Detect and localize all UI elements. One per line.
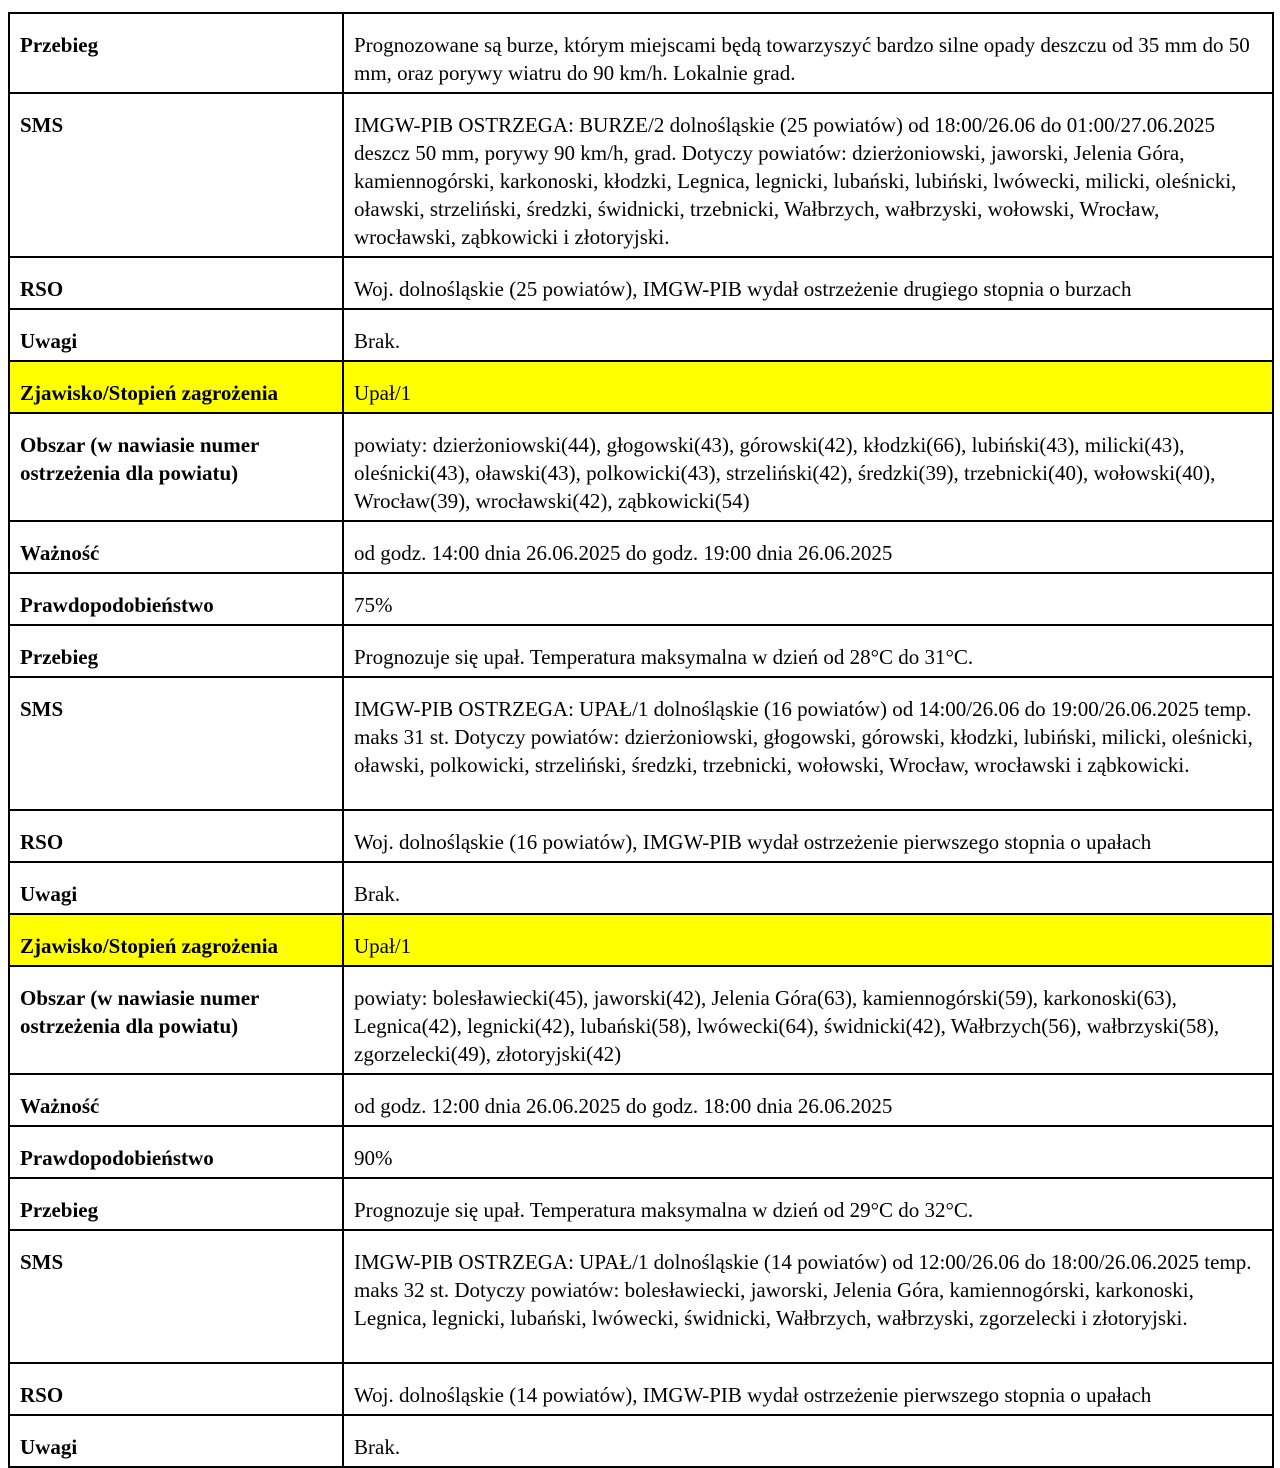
- row-label: Zjawisko/Stopień zagrożenia: [9, 914, 343, 966]
- table-row: [9, 1178, 1273, 1230]
- row-label: SMS: [9, 93, 343, 257]
- row-label: Ważność: [9, 521, 343, 573]
- row-value: IMGW-PIB OSTRZEGA: UPAŁ/1 dolnośląskie (16 powiatów) od 14:00/26.06 do 19:00/26.06.2025 temp. maks 31 st. Dotyczy powiatów: dzierżoniowski, głogowski, górowski, kłodzki, lubiński, milicki, oleśnicki, oławski, polkowicki, strzeliński, średzki, trzebnicki, wołowski, Wrocław, wrocławski i ząbkowicki.: [343, 677, 1273, 810]
- row-label: Ważność: [9, 1074, 343, 1126]
- row-label: Przebieg: [9, 13, 343, 93]
- row-label: Zjawisko/Stopień zagrożenia: [9, 361, 343, 413]
- table-row: [9, 862, 1273, 914]
- table-row: [9, 625, 1273, 677]
- table-row: [9, 13, 1273, 93]
- row-value: 90%: [343, 1126, 1273, 1178]
- row-label: Obszar (w nawiasie numer ostrzeżenia dla powiatu): [9, 966, 343, 1074]
- table-row: [9, 1230, 1273, 1363]
- table-row: [9, 309, 1273, 361]
- table-row: [9, 966, 1273, 1074]
- table-row: [9, 1415, 1273, 1467]
- row-value: Brak.: [343, 862, 1273, 914]
- row-label: Uwagi: [9, 1415, 343, 1467]
- table-row: [9, 1074, 1273, 1126]
- table-row: [9, 93, 1273, 257]
- row-value: Woj. dolnośląskie (14 powiatów), IMGW-PIB wydał ostrzeżenie pierwszego stopnia o upałach: [343, 1363, 1273, 1415]
- row-value: Prognozowane są burze, którym miejscami będą towarzyszyć bardzo silne opady deszczu od 35 mm do 50 mm, oraz porywy wiatru do 90 km/h. Lokalnie grad.: [343, 13, 1273, 93]
- row-value: Woj. dolnośląskie (25 powiatów), IMGW-PIB wydał ostrzeżenie drugiego stopnia o burzach: [343, 257, 1273, 309]
- warning-table: [8, 12, 1274, 1468]
- row-label: Przebieg: [9, 1178, 343, 1230]
- row-value: Brak.: [343, 309, 1273, 361]
- row-value: Prognozuje się upał. Temperatura maksymalna w dzień od 29°C do 32°C.: [343, 1178, 1273, 1230]
- row-value: Upał/1: [343, 914, 1273, 966]
- table-row: [9, 573, 1273, 625]
- row-value: od godz. 14:00 dnia 26.06.2025 do godz. 19:00 dnia 26.06.2025: [343, 521, 1273, 573]
- table-row: [9, 1363, 1273, 1415]
- row-value: Woj. dolnośląskie (16 powiatów), IMGW-PIB wydał ostrzeżenie pierwszego stopnia o upałach: [343, 810, 1273, 862]
- phenomenon-header-row: [9, 914, 1273, 966]
- table-row: [9, 413, 1273, 521]
- phenomenon-header-row: [9, 361, 1273, 413]
- row-value: powiaty: bolesławiecki(45), jaworski(42), Jelenia Góra(63), kamiennogórski(59), karkonoski(63), Legnica(42), legnicki(42), lubański(58), lwówecki(64), świdnicki(42), Wałbrzych(56), wałbrzyski(58), zgorzelecki(49), złotoryjski(42): [343, 966, 1273, 1074]
- row-label: Uwagi: [9, 309, 343, 361]
- table-row: [9, 1126, 1273, 1178]
- row-label: RSO: [9, 810, 343, 862]
- row-label: SMS: [9, 1230, 343, 1363]
- table-row: [9, 257, 1273, 309]
- row-value: 75%: [343, 573, 1273, 625]
- row-value: IMGW-PIB OSTRZEGA: UPAŁ/1 dolnośląskie (14 powiatów) od 12:00/26.06 do 18:00/26.06.2025 temp. maks 32 st. Dotyczy powiatów: bolesławiecki, jaworski, Jelenia Góra, kamiennogórski, karkonoski, Legnica, legnicki, lubański, lwówecki, świdnicki, Wałbrzych, wałbrzyski, zgorzelecki i złotoryjski.: [343, 1230, 1273, 1363]
- table-row: [9, 677, 1273, 810]
- row-value: Brak.: [343, 1415, 1273, 1467]
- row-value: Prognozuje się upał. Temperatura maksymalna w dzień od 28°C do 31°C.: [343, 625, 1273, 677]
- row-label: Prawdopodobieństwo: [9, 573, 343, 625]
- row-value: IMGW-PIB OSTRZEGA: BURZE/2 dolnośląskie (25 powiatów) od 18:00/26.06 do 01:00/27.06.2025 deszcz 50 mm, porywy 90 km/h, grad. Dotyczy powiatów: dzierżoniowski, jaworski, Jelenia Góra, kamiennogórski, karkonoski, kłodzki, Legnica, legnicki, lubański, lubiński, lwówecki, milicki, oleśnicki, oławski, strzeliński, średzki, świdnicki, trzebnicki, Wałbrzych, wałbrzyski, wołowski, Wrocław, wrocławski, ząbkowicki i złotoryjski.: [343, 93, 1273, 257]
- row-value: Upał/1: [343, 361, 1273, 413]
- row-value: powiaty: dzierżoniowski(44), głogowski(43), górowski(42), kłodzki(66), lubiński(43), milicki(43), oleśnicki(43), oławski(43), polkowicki(43), strzeliński(42), średzki(39), trzebnicki(40), wołowski(40), Wrocław(39), wrocławski(42), ząbkowicki(54): [343, 413, 1273, 521]
- row-label: RSO: [9, 1363, 343, 1415]
- row-label: Prawdopodobieństwo: [9, 1126, 343, 1178]
- row-label: SMS: [9, 677, 343, 810]
- row-value: od godz. 12:00 dnia 26.06.2025 do godz. 18:00 dnia 26.06.2025: [343, 1074, 1273, 1126]
- row-label: RSO: [9, 257, 343, 309]
- table-row: [9, 810, 1273, 862]
- row-label: Uwagi: [9, 862, 343, 914]
- table-row: [9, 521, 1273, 573]
- row-label: Przebieg: [9, 625, 343, 677]
- warning-table-body: [9, 13, 1273, 1467]
- row-label: Obszar (w nawiasie numer ostrzeżenia dla powiatu): [9, 413, 343, 521]
